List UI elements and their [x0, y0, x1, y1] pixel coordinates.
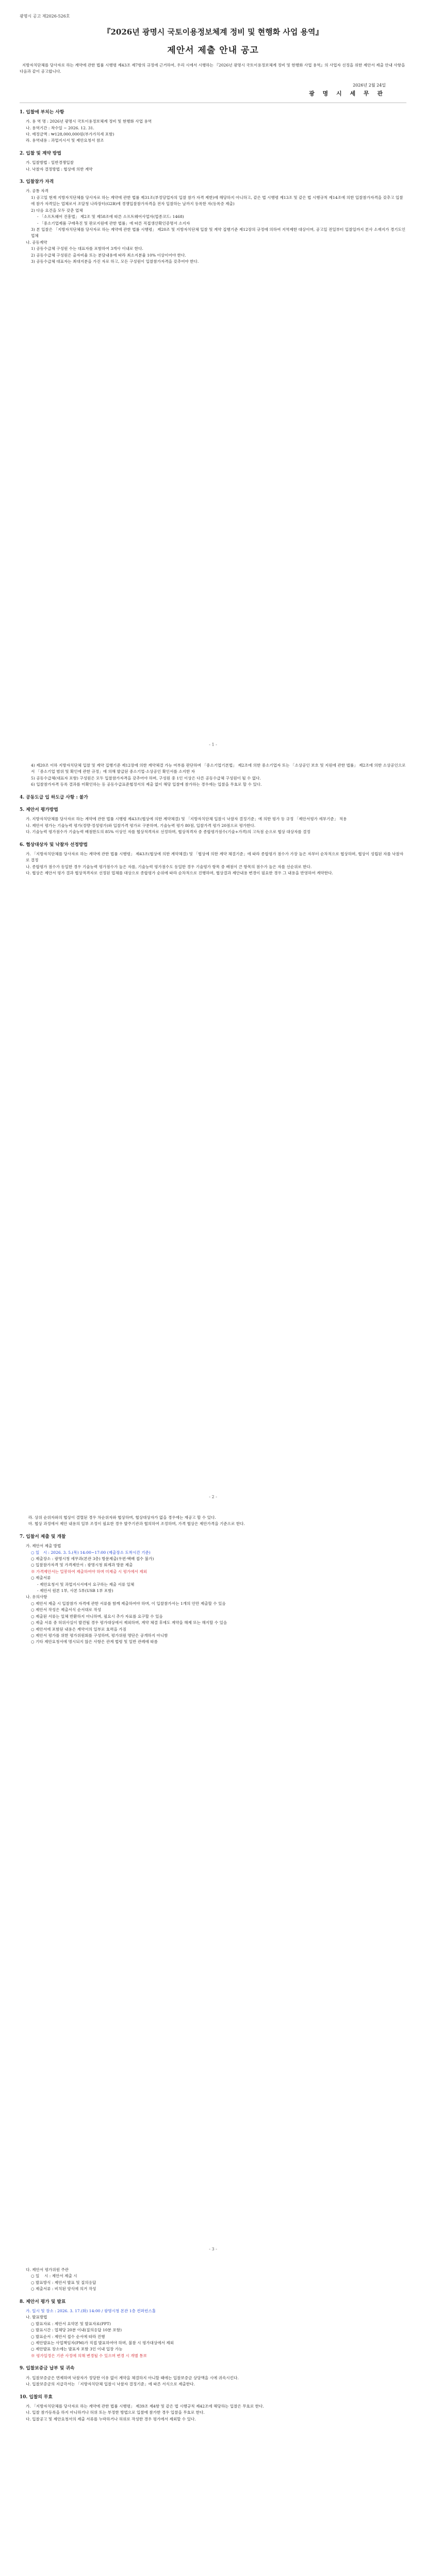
document-page-2 [0, 752, 426, 1504]
section-heading: 1. 입찰에 부치는 사항 [20, 109, 64, 115]
body-line: 나. 제안서 평가는 기술능력 평가(정량·정성평가)와 입찰가격 평가로 구분하며, 기술능력 평가 80점, 입찰가격 평가 20점으로 평가한다. [26, 823, 256, 828]
body-line: ○ 일 시 : 2026. 3. 5.(목) 14:00~17:00 (제출장소 도착시간 기준) [31, 1550, 151, 1555]
document-page-3 [0, 1504, 426, 2257]
section-heading: 10. 입찰의 무효 [20, 2394, 53, 2400]
document-page-4 [0, 2257, 426, 2576]
page-number: - 3 - [209, 2247, 217, 2251]
body-line: 가. 지방자치단체를 당사자로 하는 계약에 관한 법률 시행령 제43조(협상에 의한 계약체결) 및 「지방자치단체 입찰시 낙찰자 결정기준」에 의한 평가 등 규정 「제안서평가 세부기준」 적용 [26, 817, 347, 822]
body-line: 나. 낙찰자 결정방법 : 협상에 의한 계약 [26, 166, 93, 172]
body-line: ○ 일 시 : 제안서 제출 시 [31, 2274, 77, 2279]
body-line: 2) 공동수급체 구성원은 출자비율 또는 분담내용에 따라 최소지분율 10% 이상이어야 한다. [31, 252, 186, 258]
body-line: ○ 제안서 평가를 위한 평가위원회를 구성하며, 평가위원 명단은 공개하지 아니함 [31, 1633, 168, 1638]
body-line: ○ 제출서류 : 비치된 양식에 의거 작성 [31, 2286, 96, 2292]
body-line: 다. 기술능력 평가점수가 기술능력 배점한도의 85% 이상인 자를 협상적격자로 선정하며, 협상적격자 중 종합평가점수(기술+가격)의 고득점 순으로 협상 대상자를 결정 [26, 829, 310, 835]
body-line: ※ 가격제안서는 밀봉하여 제출하여야 하며 미제출 시 평가에서 제외 [31, 1569, 147, 1574]
body-line: ○ 발표방식 : 제안서 발표 및 질의응답 [31, 2280, 96, 2285]
body-line: ○ 제안서 제출 시 입찰참가 자격에 관한 서류를 함께 제출하여야 하며, 이 입찰참가서는 1개의 안만 제출할 수 있음 [31, 1601, 226, 1606]
body-line: 다. 협상은 제안서 평가 결과 협상적격자로 선정된 업체를 대상으로 종합평가 순위에 따라 순차적으로 진행하며, 협상결과 제안내용 변경이 필요한 경우 그 내용을 반영하여 계약한다. [26, 871, 333, 876]
body-line: 나. 공동계약 [26, 240, 47, 245]
page-body [20, 762, 406, 877]
body-line: ○ 발표자료 : 제안서 요약본 및 발표자료(PPT) [31, 2321, 111, 2326]
body-line: ○ 발표시간 : 업체당 20분 이내(질의응답 10분 포함) [31, 2328, 122, 2333]
body-line: ○ 제안발표는 사업책임자(PM)가 직접 발표하여야 하며, 불참 시 평가대상에서 제외 [31, 2341, 174, 2346]
document-title: 『2026년 광명시 국토이용정보체계 정비 및 현행화 사업 용역』 [103, 27, 323, 37]
body-line: ○ 제안서 작성은 제출서식 순서대로 작성 [31, 1607, 102, 1613]
body-line: 나. 종합평가 점수가 동일한 경우 기술능력 평가점수가 높은 자를, 기술능력 평가점수도 동일한 경우 기술평가 항목 중 배점이 큰 항목의 점수가 높은 자를 선순위로 한다. [26, 864, 312, 869]
document-page-1 [0, 0, 426, 752]
body-line: 3) 공동수급체 대표자는 최대지분을 가진 자로 하고, 모든 구성원이 입찰참가자격을 갖추어야 한다. [31, 259, 199, 264]
section-heading: 6. 협상대상자 및 낙찰자 선정방법 [20, 842, 88, 848]
notice-number: 광명시 공고 제2026-526호 [20, 14, 70, 19]
page-number: - 2 - [209, 1495, 217, 1499]
body-line: 1) 공고일 현재 지방자치단체를 당사자로 하는 계약에 관한 법률 제31조(부정당업자의 입찰 참가 자격 제한)에 해당하지 아니하고, 같은 법 시행령 제13조 및 같은 법 시행규칙 제14조에 의한 입찰참가자격을 갖추고 입찰에 참가 자격있는 업체로서 조달청 나라장터(G2B)에 경쟁입찰참가자격을 전자 입찰하는 날까지 등록한 자(등록증 제출) [31, 195, 403, 207]
section-heading: 8. 제안서 평가 및 발표 [20, 2299, 66, 2304]
body-line: ○ 제안서에 포함된 내용은 계약서의 일부로 효력을 가짐 [31, 1626, 126, 1632]
body-line: - 「중소기업제품 구매촉진 및 판로지원에 관한 법률」에 따른 직접생산확인증명서 소지자 [37, 221, 190, 226]
body-line: - 제안서 원본 1부, 사본 5부(USB 1부 포함) [37, 1588, 113, 1594]
body-line: 가. 제안서 제출 방법 [26, 1544, 61, 1549]
body-line: ○ 입찰참가자격 및 가격제안서 : 광명시청 회계과 방문 제출 [31, 1563, 133, 1568]
body-line: 라. 용역내용 : 과업지시서 및 제안요청서 참조 [26, 138, 104, 143]
body-line: 나. 입찰 참가등록을 하지 아니하거나 허위 또는 부정한 방법으로 입찰에 참가한 경우 입찰을 무효로 한다. [26, 2410, 205, 2415]
section-heading: 2. 입찰 및 계약 방법 [20, 150, 61, 156]
body-line: 라. 상위 순위자와의 협상이 결렬된 경우 차순위자와 협상하며, 협상대상자가 없을 경우에는 재공고 할 수 있다. [26, 1515, 216, 1520]
body-line: ○ 발표순서 : 제안서 접수 순서에 따라 진행 [31, 2334, 105, 2339]
notice-date: 2026년 2월 24일 [353, 82, 386, 88]
section-heading: 4. 공동도급 입 하도급 사항 : 불가 [20, 794, 88, 800]
page-body [20, 2267, 406, 2422]
body-line: 마. 협상 과정에서 제안 내용의 일부 조정이 필요한 경우 발주기관과 협의하여 조정하며, 가격 협상은 제안가격을 기준으로 한다. [26, 1521, 245, 1527]
body-line: ○ 제안발표 장소에는 발표자 포함 3인 이내 입장 가능 [31, 2347, 123, 2352]
body-line: ○ 제출 서류 중 허위사실이 발견될 경우 평가대상에서 제외하며, 계약 체결 후에도 계약을 해제 또는 해지할 수 있음 [31, 1620, 227, 1625]
body-line: 4) 제20조 이하 지방자치단체 입찰 및 계약 집행기준 제12장에 의한 계약체결 가능 여부를 판단하며 「중소기업기본법」 제2조에 의한 중소기업자 또는 「소상공인 보호 및 지원에 관한 법률」 제2조에 의한 소상공인으로서 「중소기업 범위 및 확인에 관한 규정」에 의해 발급된 중소기업·소상공인 확인서를 소지한 자 [31, 763, 406, 774]
body-line: ※ 평가일정은 기관 사정에 의해 변경될 수 있으며 변경 시 개별 통보 [31, 2353, 147, 2358]
body-line: 나. 유의사항 [26, 1595, 47, 1600]
page-body [20, 109, 406, 265]
intro-paragraph: 지방자치단체를 당사자로 하는 계약에 관한 법률 시행령 제43조 제7항의 규정에 근거하여, 우리 시에서 시행하는 『2026년 광명시 국토이용정보체계 정비 및 현행화 사업 용역』의 사업자 선정을 위한 제안서 제출 안내 사항을 다음과 같이 공고합니다. [20, 63, 406, 74]
body-line: 가. 「지방자치단체를 당사자로 하는 계약에 관한 법률 시행령」 제39조 제4항 및 같은 법 시행규칙 제42조에 해당하는 입찰은 무효로 한다. [26, 2403, 264, 2409]
body-line: ○ 기타 제안요청서에 명시되지 않은 사항은 관계 법령 및 일반 관례에 따름 [31, 1639, 158, 1645]
body-line: 다. 입찰공고 및 제안요청서의 제출 서류를 누락하거나 허위로 작성한 경우 평가에서 제외할 수 있다. [26, 2416, 196, 2421]
body-line: 3) 본 입찰은 「지방자치단체를 당사자로 하는 계약에 관한 법률 시행령」 제20조 및 지방자치단체 입찰 및 계약 집행기준 제12장의 규정에 의하여 지역제한 대상이며, 공고일 전일부터 입찰일까지 본사 소재지가 경기도인 업체 [31, 227, 407, 239]
body-line: 가. 일시 및 장소 : 2026. 3. 17.(화) 14:00 / 광명시청 본관 1층 컨퍼런스홀 [26, 2309, 156, 2314]
body-line: - 「소프트웨어 진흥법」 제2조 및 제58조에 따른 소프트웨어사업자(업종코드: 1468) [37, 214, 184, 219]
body-line: 가. 입찰방법 : 일반경쟁입찰 [26, 160, 74, 165]
section-heading: 7. 입찰서 제출 및 개찰 [20, 1534, 66, 1539]
body-line: 가. 용 역 명 : 2026년 광명시 국토이용정보체계 정비 및 현행화 사업 용역 [26, 119, 152, 124]
body-line: 다. 예정금액 : ₩128,000,000원(부가가치세 포함) [26, 132, 114, 137]
document-subtitle: 제안서 제출 안내 공고 [167, 45, 259, 56]
body-line: 다. 제안서 평가위원 주관 [26, 2267, 69, 2272]
body-line: ○ 제출된 서류는 일체 반환하지 아니하며, 필요시 추가 자료를 요구할 수 있음 [31, 1614, 163, 1619]
body-line: 나. 발표방법 [26, 2315, 47, 2320]
page-number: - 1 - [209, 742, 217, 747]
body-line: ○ 제출장소 : 광명시청 세무과(본관 3층) 방문제출(우편·택배 접수 불가) [31, 1556, 154, 1562]
body-line: 1) 공동수급체 구성원 수는 대표자를 포함하여 3개사 이내로 한다. [31, 246, 143, 251]
body-line: 5) 공동수급체(대표자 포함) 구성원은 모두 입찰참가자격을 갖추어야 하며, 구성원 중 1인 이상은 다른 공동수급체 구성원이 될 수 없다. [31, 775, 261, 781]
section-heading: 9. 입찰보증금 납부 및 귀속 [20, 2366, 75, 2371]
body-line: 가. 「지방자치단체를 당사자로 하는 계약에 관한 법률 시행령」 제43조(협상에 의한 계약체결) 및 「협상에 의한 계약 체결기준」에 따라 종합평가 점수가 가장 높은 자부터 순차적으로 협상하며, 협상이 성립된 자를 낙찰자로 결정 [26, 852, 404, 863]
body-line: 가. 입찰보증금은 면제하며 낙찰자가 정당한 이유 없이 계약을 체결하지 아니할 때에는 입찰보증금 상당액을 시에 귀속시킨다. [26, 2375, 239, 2380]
body-line: ○ 제출서류 [31, 1575, 51, 1581]
issuing-agency: 광 명 시 세 무 관 [309, 90, 386, 97]
body-line: 6) 입찰참가자격 등록 결과를 미확인하는 등 공동수급표준협정서의 제출 없이 해당 입찰에 참가하는 경우에는 입찰을 무효로 할 수 있다. [31, 782, 262, 787]
section-heading: 5. 제안서 평가방법 [20, 807, 58, 813]
body-line: 나. 용역기간 : 착수일 ~ 2026. 12. 31. [26, 125, 94, 130]
section-heading: 3. 입찰참가 자격 [20, 179, 54, 185]
page-body [20, 1515, 406, 1646]
body-line: 2) 다음 요건을 모두 갖춘 업체 [31, 208, 83, 213]
body-line: 가. 공통 자격 [26, 189, 48, 194]
body-line: - 제안요청서 및 과업지시서에서 요구하는 제출 서류 일체 [37, 1582, 135, 1587]
body-line: 나. 입찰보증금의 지급각서는 「지방자치단체 입찰시 낙찰자 결정기준」에 따른 서식으로 제출한다. [26, 2382, 195, 2387]
